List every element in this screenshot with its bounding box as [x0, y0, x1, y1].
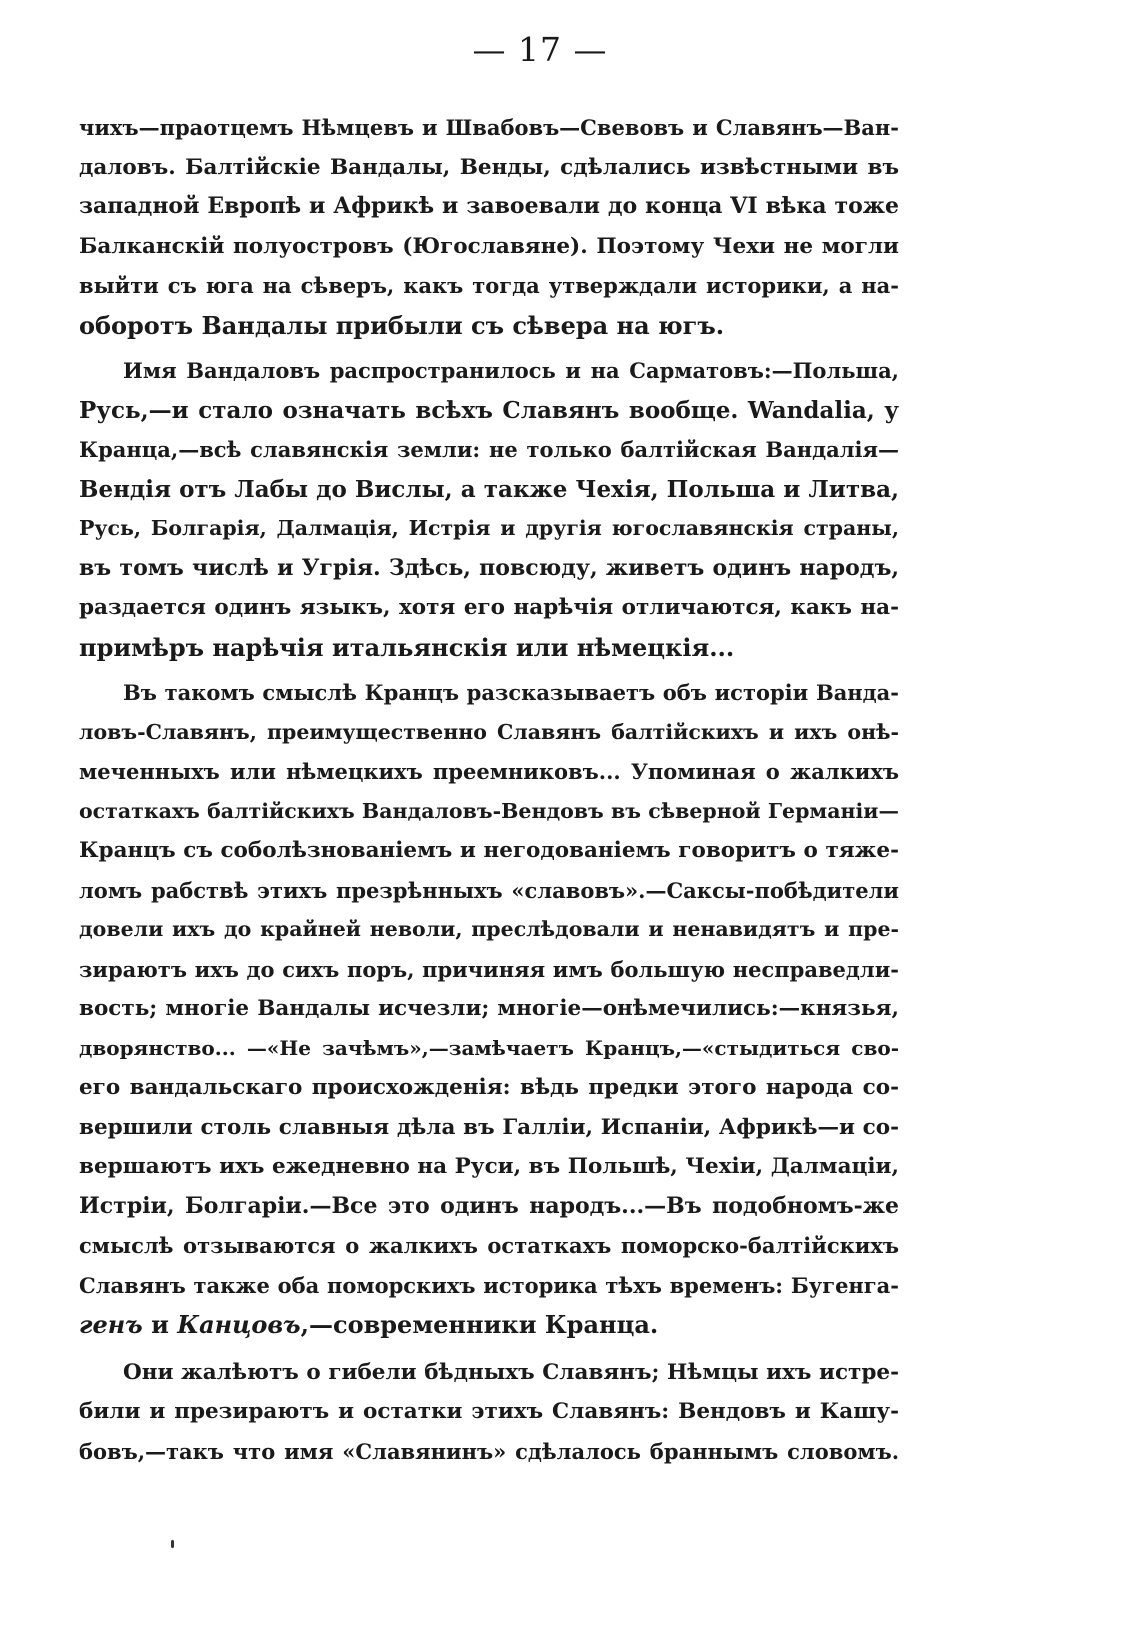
- author-name-kantsov: Канцовъ: [177, 1310, 301, 1339]
- text-line: зираютъ ихъ до сихъ поръ, причиняя имъ большую несправедли-: [79, 956, 899, 982]
- paragraph-2: [79, 351, 899, 667]
- text-line: меченныхъ или нѣмецкихъ преемниковъ... Упоминая о жалкихъ: [79, 759, 899, 784]
- text-line: ловъ-Славянъ, преимущественно Славянъ балтійскихъ и ихъ онѣ-: [79, 719, 899, 744]
- text-line: вершаютъ ихъ ежедневно на Руси, въ Польшѣ, Чехіи, Далмаціи,: [79, 1154, 899, 1179]
- text-line: вершили столь славныя дѣла въ Галліи, Испаніи, Африкѣ—и со-: [79, 1114, 899, 1140]
- text-line: Вендія отъ Лабы до Вислы, а также Чехія, Польша и Литва,: [79, 475, 899, 503]
- text-line: Кранца,—всѣ славянскія земли: не только балтійская Вандалія—: [79, 437, 899, 462]
- text-line: Русь, Болгарія, Далмація, Истрія и другія югославянскія страны,: [79, 516, 899, 540]
- text-line: Имя Вандаловъ распространилось и на Сарматовъ:—Польша,: [123, 358, 899, 383]
- text-line: били и презираютъ и остатки этихъ Славянъ: Вендовъ и Кашу-: [79, 1399, 899, 1424]
- text-line: вость; многіе Вандалы исчезли; многіе—онѣмечились:—князья,: [79, 996, 899, 1021]
- author-name-bugenhagen: генъ: [79, 1310, 143, 1339]
- text-line: довели ихъ до крайней неволи, преслѣдовали и ненавидятъ и пре-: [79, 917, 899, 941]
- text-line: Балканскій полуостровъ (Югославяне). Поэтому Чехи не могли: [79, 233, 899, 259]
- text-line: выйти съ юга на сѣверъ, какъ тогда утверждали историки, а на-: [79, 273, 899, 298]
- text-line: бовъ,—такъ что имя «Славянинъ» сдѣлалось браннымъ словомъ.: [79, 1438, 899, 1464]
- ink-speck: [171, 1540, 174, 1548]
- text-line: Они жалѣютъ о гибели бѣдныхъ Славянъ; Нѣмцы ихъ истре-: [123, 1359, 899, 1385]
- text-line: западной Европѣ и Африкѣ и завоевали до конца VI вѣка тоже: [79, 193, 899, 219]
- text-line: оборотъ Вандалы прибыли съ сѣвера на югъ.: [79, 310, 725, 340]
- text-line: въ томъ числѣ и Угрія. Здѣсь, повсюду, живетъ одинъ народъ,: [79, 554, 899, 581]
- line-remainder: ,—современники Кранца.: [300, 1310, 659, 1339]
- paragraph-3: [79, 673, 899, 1345]
- text-line: Русь,—и стало означать всѣхъ Славянъ вообще. Wandalia, у: [79, 396, 899, 424]
- paragraph-1: [79, 108, 899, 345]
- paragraph-4: [79, 1353, 899, 1472]
- text-line: даловъ. Балтійскіе Вандалы, Венды, сдѣлались извѣстными въ: [79, 154, 899, 180]
- conjunction: и: [142, 1310, 178, 1339]
- text-line: раздается одинъ языкъ, хотя его нарѣчія отличаются, какъ на-: [79, 595, 899, 620]
- text-line: примѣръ нарѣчія итальянскія или нѣмецкія...: [79, 632, 735, 662]
- text-line: Славянъ также оба поморскихъ историка тѣхъ временъ: Бугенга-: [79, 1272, 899, 1298]
- text-line: Въ такомъ смыслѣ Кранцъ разсказываетъ объ исторіи Ванда-: [123, 680, 899, 705]
- text-line: смыслѣ отзываются о жалкихъ остаткахъ поморско-балтійскихъ: [79, 1233, 899, 1258]
- text-line: его вандальскаго происхожденія: вѣдь предки этого народа со-: [79, 1075, 899, 1100]
- text-line: Истріи, Болгаріи.—Все это одинъ народъ...—Въ подобномъ-же: [79, 1192, 899, 1219]
- page-number: — 17 —: [472, 30, 608, 69]
- text-line: Кранцъ съ соболѣзнованіемъ и негодованіемъ говоритъ о тяже-: [79, 838, 899, 863]
- text-line: чихъ—праотцемъ Нѣмцевъ и Швабовъ—Свевовъ и Славянъ—Ван-: [79, 115, 899, 140]
- text-line: ломъ рабствѣ этихъ презрѣнныхъ «славовъ».—Саксы-побѣдители: [79, 877, 899, 903]
- text-line: [79, 1305, 899, 1345]
- text-line: остаткахъ балтійскихъ Вандаловъ-Вендовъ въ сѣверной Германіи—: [79, 798, 899, 823]
- text-line: дворянство... —«Не зачѣмъ»,—замѣчаетъ Кранцъ,—«стыдиться сво-: [79, 1035, 899, 1060]
- page-text: [79, 108, 899, 1471]
